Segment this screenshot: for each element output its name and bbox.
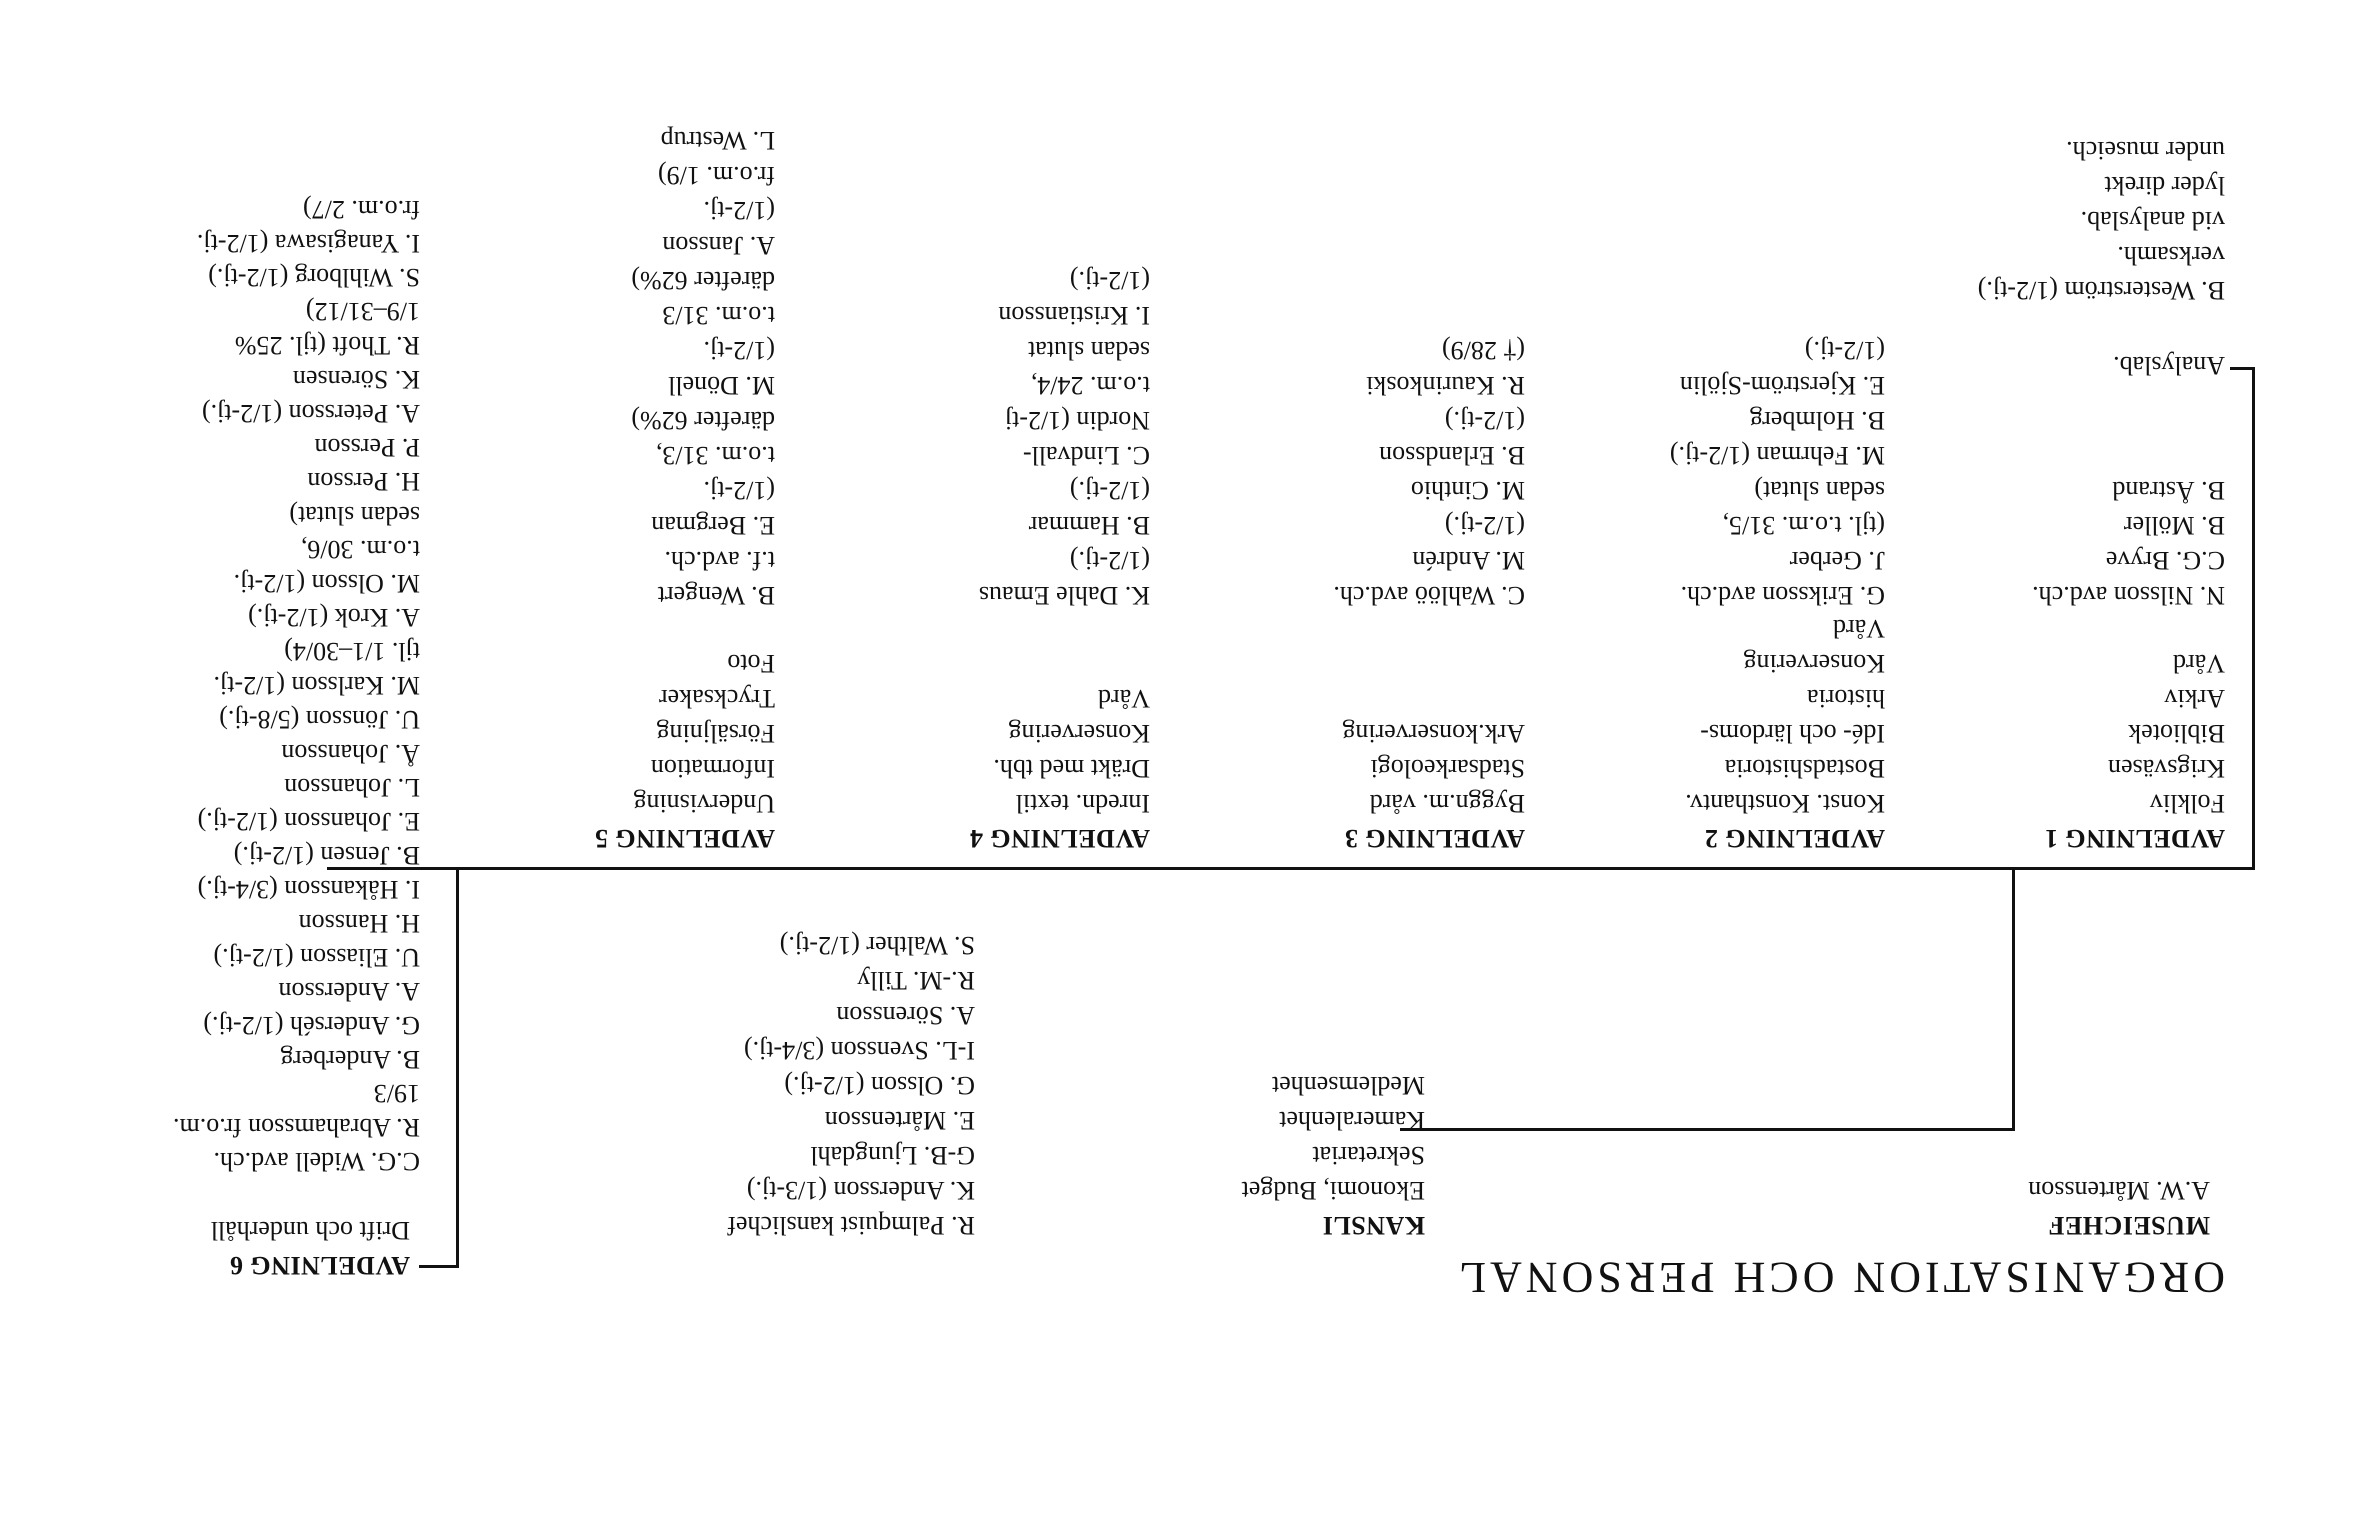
kansli-task: Kameralenhet [1279, 1106, 1425, 1135]
avd3-person: († 28/9) [1441, 336, 1525, 365]
avd4-person: Nordin (1/2-tj [1004, 406, 1150, 435]
avd2-person: B. Holmberg [1749, 406, 1885, 435]
avd1-task: Folkliv [2149, 789, 2225, 818]
avd2-person: E. Kjerström-Sjölin [1679, 371, 1885, 400]
analyslab-note: under museich. [2066, 136, 2225, 165]
avd1-tasks [2044, 646, 2225, 856]
avd2-person: (1/2-tj.) [1804, 336, 1885, 365]
avd5-person: L. Westrup [660, 126, 775, 155]
kansli-person: E. Mårtensson [824, 1106, 975, 1135]
avd4-person: (1/2-tj.) [1069, 546, 1150, 575]
kansli-heading: KANSLI [1322, 1211, 1425, 1240]
analyslab-note: lyder direkt [2104, 171, 2225, 200]
museichef-block [2028, 1173, 2210, 1243]
avd4-task: Inredn. textil [1015, 789, 1150, 818]
avd3-person: M. Andrén [1412, 546, 1525, 575]
avd6-person: B. Jensen (1/2-tj.) [233, 841, 420, 870]
museichef-name: A.W. Mårtensson [2028, 1176, 2210, 1205]
avd1-task: Vård [2173, 649, 2225, 678]
connector-kansli [1400, 1128, 2015, 1131]
kansli-task: Medlemsenhet [1271, 1071, 1425, 1100]
avd4-heading: AVDELNING 4 [969, 824, 1150, 853]
kansli-task: Ekonomi, Budget [1241, 1176, 1425, 1205]
avd3-heading: AVDELNING 3 [1344, 824, 1525, 853]
avd2-person: J. Gerber [1789, 546, 1885, 575]
avd5-person: E. Bergman [651, 511, 775, 540]
avd6-person: 19/3 [373, 1079, 420, 1108]
avd3-person: R. Kaurinkoski [1366, 371, 1525, 400]
avd1-person: C.G. Bryve [2105, 546, 2225, 575]
avd4-task: Dräkt med tbh. [993, 754, 1150, 783]
avd6-task: Drift och underhåll [210, 1216, 410, 1245]
connector-horizontal-top [327, 867, 2255, 870]
avd5-person: därefter 62%) [631, 266, 775, 295]
avd6-person: R. Abrahamsson fr.o.m. [173, 1113, 420, 1142]
avd5-task: Foto [727, 649, 775, 678]
kansli-person: G. Olsson (1/2-tj.) [784, 1071, 975, 1100]
connector-vertical-main [2012, 870, 2015, 1130]
avd6-person: G. Anderséh (1/2-tj.) [203, 1011, 420, 1040]
avd1-person: B. Möller [2123, 511, 2225, 540]
avd6-person: H. Persson [307, 467, 420, 496]
kansli-person: S. Walther (1/2-tj.) [779, 931, 975, 960]
avd4-person: K. Dahle Emaus [978, 581, 1150, 610]
avd5-person: fr.o.m. 1/9) [658, 161, 775, 190]
avd1-staff [2032, 473, 2225, 613]
kansli-person: R.-M. Tilly [857, 966, 975, 995]
avd6-person: P. Persson [314, 433, 420, 462]
connector-analys-vertical [2252, 370, 2255, 870]
avd6-person: Å. Johansson [281, 739, 420, 768]
avd2-staff [1670, 333, 1885, 613]
avd4-task: Konservering [1008, 719, 1150, 748]
avd3-tasks [1342, 716, 1525, 856]
kansli-person: K. Andersson (1/3-tj.) [746, 1176, 975, 1205]
page-title: ORGANISATION OCH PERSONAL [1455, 1253, 2225, 1302]
avd4-person: I. Kristiansson [998, 301, 1150, 330]
avd2-task: Konst. Konsthantv. [1685, 789, 1885, 818]
avd5-task: Trycksaker [658, 684, 775, 713]
avd6-person: B. Anderberg [280, 1045, 420, 1074]
avd6-person: K. Sörensen [292, 365, 420, 394]
avd5-task: Försäljning [656, 719, 775, 748]
avd2-task: Bostadshistoria [1724, 754, 1885, 783]
connector-analys-tick [2230, 367, 2255, 370]
avd6-person: fr.o.m. 2/7) [303, 195, 420, 224]
avd5-person: (1/2-tj. [703, 336, 775, 365]
avd6-person: tjl. 1/1–30/4) [284, 637, 420, 666]
avd6-person: 1/9–31/12) [305, 297, 420, 326]
avd3-task: Ark.konservering [1342, 719, 1525, 748]
avd2-tasks [1685, 611, 1885, 856]
avd6-person: t.o.m. 30/6, [300, 535, 420, 564]
connector-avd6-tick [419, 1265, 459, 1268]
avd3-person: (1/2-tj.) [1444, 406, 1525, 435]
avd6-person: sedan slutat) [289, 501, 420, 530]
analyslab-note: vid analyslab. [2080, 206, 2225, 235]
kansli-person: A. Sörensson [836, 1001, 975, 1030]
avd4-task: Vård [1098, 684, 1150, 713]
avd2-heading: AVDELNING 2 [1704, 824, 1885, 853]
avd2-task: Konservering [1743, 649, 1885, 678]
avd1-task: Arkiv [2164, 684, 2225, 713]
avd5-person: t.o.m. 31/3, [655, 441, 775, 470]
analyslab-note: verksamh. [2117, 241, 2225, 270]
avd6-person: I. Håkansson (3/4-tj.) [197, 875, 420, 904]
avd6-person: U. Jönsson (5/8-tj.) [219, 705, 420, 734]
kansli-person: I-L. Svensson (3/4-tj.) [743, 1036, 975, 1065]
avd6-person: L. Johansson [284, 773, 420, 802]
avd4-person: (1/2-tj.) [1069, 476, 1150, 505]
avd5-person: därefter 62%) [631, 406, 775, 435]
avd5-task: Undervisning [633, 789, 775, 818]
kansli-person: R. Palmquist kanslichef [727, 1211, 975, 1240]
avd4-tasks [969, 681, 1150, 856]
avd5-person: B. Wengert [657, 581, 775, 610]
avd2-person: (tjl. t.o.m. 31/5, [1722, 511, 1885, 540]
kansli-person: G-B. Ljungdahl [810, 1141, 975, 1170]
avd3-staff [1333, 333, 1525, 613]
avd2-task: Vård [1833, 614, 1885, 643]
avd2-person: M. Fehrman (1/2-tj.) [1669, 441, 1885, 470]
avd6-person: I. Yanagisawa (1/2-tj. [196, 229, 420, 258]
avd2-person: sedan slutat) [1754, 476, 1885, 505]
avd5-person: A. Jansson [662, 231, 775, 260]
avd3-person: C. Wahlöö avd.ch. [1333, 581, 1525, 610]
avd6-person: H. Hansson [298, 909, 420, 938]
avd6-block [211, 1213, 410, 1283]
avd5-person: t.o.m. 31/3 [662, 301, 775, 330]
avd4-person: B. Hammar [1028, 511, 1150, 540]
avd4-person: t.o.m. 24/4, [1030, 371, 1150, 400]
avd3-task: Stadsarkeologi [1370, 754, 1525, 783]
avd4-person: C. Lindvall- [1022, 441, 1150, 470]
analyslab-block [2113, 348, 2225, 383]
avd5-person: t.f. avd.ch. [664, 546, 775, 575]
avd5-staff [631, 123, 775, 613]
avd6-person: S. Wihlborg (1/2-tj.) [208, 263, 420, 292]
avd5-task: Information [650, 754, 775, 783]
museichef-heading: MUSEICHEF [2048, 1211, 2210, 1240]
avd1-person: B. Åstrand [2112, 476, 2225, 505]
kansli-task: Sekretariat [1312, 1141, 1425, 1170]
avd6-person: A. Andersson [278, 977, 420, 1006]
avd4-person: sedan slutat [1027, 336, 1150, 365]
avd6-person: C.G. Widell avd.ch. [213, 1147, 420, 1176]
avd5-person: (1/2-tj. [703, 196, 775, 225]
avd4-person: (1/2-tj.) [1069, 266, 1150, 295]
avd6-person: U. Eliasson (1/2-tj.) [213, 943, 420, 972]
avd3-person: (1/2-tj.) [1444, 511, 1525, 540]
kansli-staff [727, 928, 975, 1243]
avd1-task: Krigsväsen [2108, 754, 2225, 783]
avd1-task: Bibliotek [2128, 719, 2225, 748]
avd3-person: B. Erlandsson [1379, 441, 1525, 470]
avd6-person: A. Krok (1/2-tj.) [248, 603, 420, 632]
avd3-task: Byggn.m. vård [1369, 789, 1525, 818]
avd6-staff [173, 192, 420, 1178]
avd4-staff [979, 263, 1150, 613]
avd5-tasks [594, 646, 775, 856]
avd6-person: M. Olsson (1/2-tj. [233, 569, 420, 598]
kansli-tasks [1242, 1068, 1425, 1243]
avd2-task: Idé- och lärdoms- [1700, 719, 1885, 748]
avd6-person: R. Thoft (tjl. 25% [234, 331, 420, 360]
avd6-person: M. Karlsson (1/2-tj. [213, 671, 420, 700]
analyslab-person: B. Westerström (1/2-tj.) [1977, 276, 2225, 305]
avd1-person: N. Nilsson avd.ch. [2032, 581, 2225, 610]
connector-avd6-vertical [456, 868, 459, 1268]
avd6-person: A. Petersson (1/2-tj.) [201, 399, 420, 428]
avd3-person: M. Cinthio [1410, 476, 1525, 505]
analyslab-staff [1978, 133, 2225, 308]
avd6-person: E. Johansson (1/2-tj.) [197, 807, 420, 836]
analyslab-heading: Analyslab. [2113, 351, 2225, 380]
avd6-heading: AVDELNING 6 [229, 1251, 410, 1280]
avd5-person: (1/2-tj. [703, 476, 775, 505]
avd5-heading: AVDELNING 5 [594, 824, 775, 853]
avd5-person: M. Dönell [668, 371, 775, 400]
avd1-heading: AVDELNING 1 [2044, 824, 2225, 853]
avd2-person: G. Eriksson avd.ch. [1680, 581, 1885, 610]
avd2-task: historia [1807, 684, 1885, 713]
